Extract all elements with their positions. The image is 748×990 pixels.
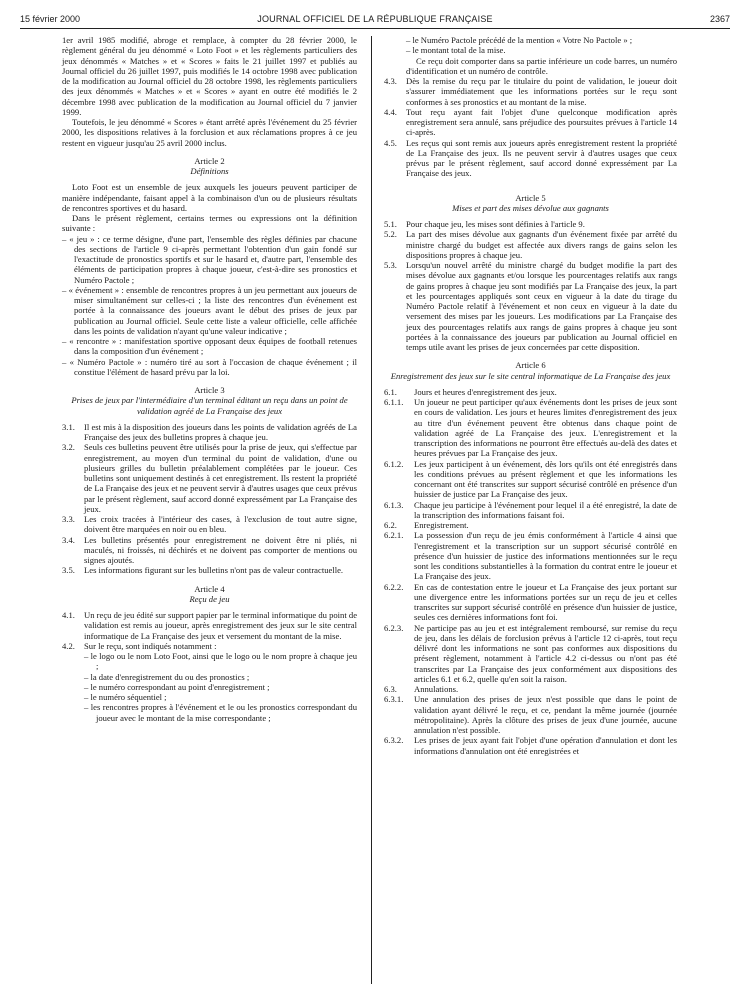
numbered-item: 5.2. La part des mises dévolue aux gagnants d'un événement fixée par arrêté du ministre chargé du budget est affectée aux divers rangs de gains selon les dispositions propres à chaque jeu.	[384, 229, 677, 260]
numbered-item: 6.2.3. Ne participe pas au jeu et est intégralement remboursé, sur remise du reçu de jeu, dans les délais de forclusion prévus à l'article 12 ci-après, tout reçu délivré dont les informations ne sont pas conformes aux dispositions du présent règlement, notamment à l'article 4.2 ci-dessus ou n'ont pas été transcrites par La Française des jeux conformément aux dispositions des articles 6.1 et 6.2, quelle qu'en soit la raison.	[384, 622, 677, 684]
numbered-item: 4.1. Un reçu de jeu édité sur support papier par le terminal informatique du point de validation est remis au joueur, après enregistrement des jeux sur le site central informatique de La Française des jeux et versement du montant de la mise.	[62, 610, 358, 641]
numbered-item: 4.5. Les reçus qui sont remis aux joueurs après enregistrement restent la propriété de La Française des jeux. Ils ne peuvent servir à d'autres usages que ceux prévus par le présent règlement, sauf accord donné expressément par La Française des jeux.	[384, 137, 677, 179]
definition-item: – « rencontre » : manifestation sportive opposant deux équipes de football retenues dans la composition d'un événement ;	[62, 336, 357, 357]
numbered-item: 3.2. Seuls ces bulletins peuvent être utilisés pour la prise de jeux, qui s'effectue par enregistrement, au moyen d'un terminal du point de validation, d'une ou plusieurs grilles du bulletin préalablement complétées par le joueur. Ces bulletins sont uniquement destinés à cet enregistrement. Ils restent la propriété de La Française des jeux et ne peuvent servir à d'autres usages que ceux prévus par le présent règlement, sauf accord donné expressément par La Française des jeux.	[62, 442, 357, 514]
intro-paragraph: 1er avril 1985 modifié, abroge et remplace, à compter du 28 février 2000, le règlement général du jeu dénommé « Loto Foot » et les règlements particuliers des jeux dénommés « Matches » et « Scores » faits le 21 juillet 1997 et publiés au Journal officiel du 26 juillet 1997, puis modifiés le 14 octobre 1998 avec publication de la modification au Journal officiel du 28 octobre 1998, les règlements particuliers des jeux dénommés « Matches » et « Scores » ayant en outre été modifiés le 2 décembre 1998 avec publication de la modification au Journal officiel du 7 janvier 1999.	[62, 35, 357, 117]
article-3-title: Article 3	[194, 385, 225, 395]
numbered-item: 4.2. Sur le reçu, sont indiqués notamment :	[62, 640, 217, 651]
receipt-contents-list-continued	[384, 35, 677, 76]
numbered-item: 3.4. Les bulletins présentés pour enregistrement ne doivent être ni pliés, ni maculés, ni froissés, ni déchirés et ne doivent pas comporter de mentions ou signes ajoutés.	[62, 534, 357, 565]
article-2-title: Article 2	[194, 155, 225, 166]
list-item: – le Numéro Pactole précédé de la mention « Votre No Pactole » ;	[406, 35, 633, 45]
page-header	[20, 14, 730, 26]
issue-date: 15 février 2000	[20, 14, 81, 24]
list-item: – le numéro correspondant au point d'enregistrement ;	[84, 681, 270, 692]
numbered-item: 6.2. Enregistrement.	[384, 520, 469, 530]
numbered-item: 5.1. Pour chaque jeu, les mises sont définies à l'article 9.	[384, 219, 585, 229]
article-6-subtitle: Enregistrement des jeux sur le site central informatique de La Française des jeux	[390, 370, 671, 381]
article-5-subtitle: Mises et part des mises dévolue aux gagnants	[452, 202, 609, 213]
numbered-item: 6.1.3. Chaque jeu participe à l'événement pour lequel il a été enregistré, la date de la transcription des informations faisant foi.	[384, 499, 677, 520]
numbered-item: 6.3. Annulations.	[384, 684, 459, 694]
list-item: – le numéro séquentiel ;	[84, 692, 167, 702]
list-item: – le logo ou le nom Loto Foot, ainsi que le logo ou le nom propre à chaque jeu ;	[84, 651, 357, 672]
article-2-paragraph: Dans le présent règlement, certains termes ou expressions ont la définition suivante :	[62, 213, 357, 234]
article-4-subtitle: Reçu de jeu	[189, 593, 230, 604]
definition-item: – « événement » : ensemble de rencontres propres à un jeu permettant aux joueurs de miser simultanément sur celles-ci ; la liste des rencontres d'un événement est portée à la connaissance des joueurs avant le début des prises de jeux par publication au Journal officiel. Seule cette liste a valeur officielle, celle affichée dans les points de validation n'ayant qu'une valeur indicative ;	[62, 284, 357, 336]
numbered-item: 3.5. Les informations figurant sur les bulletins n'ont pas de valeur contractuelle.	[62, 565, 344, 576]
numbered-item: 6.3.2. Les prises de jeux ayant fait l'objet d'une opération d'annulation et dont les informations d'annulation ont été enregistrées et	[384, 735, 677, 756]
article-3-subtitle: Prises de jeux par l'intermédiaire d'un terminal éditant un reçu dans un point de validation agréé de La Française des jeux	[71, 395, 348, 416]
article-4-title: Article 4	[194, 583, 225, 594]
receipt-note: Ce reçu doit comporter dans sa partie inférieure un code barres, un numéro d'identification et un numéro de contrôle.	[406, 55, 677, 76]
numbered-item: 6.3.1. Une annulation des prises de jeux n'est possible que dans le point de validation ayant délivré le reçu, et ce, pendant la même journée (journée métropolitaine). Après la clôture des prises de jeux d'une journée, aucune annulation n'est possible.	[384, 694, 677, 735]
numbered-item: 6.2.2. En cas de contestation entre le joueur et La Française des jeux portant sur une divergence entre les informations portées sur un reçu de jeu et celles transcrites sur support sécurisé contrôlé en présence d'un huissier de justice, seules ces dernières informations font foi.	[384, 581, 677, 623]
column-divider	[371, 36, 372, 984]
numbered-item: 3.3. Les croix tracées à l'intérieur des cases, à l'exclusion de tout autre signe, doivent être marquées en noir ou en bleu.	[62, 514, 357, 535]
numbered-item: 4.4. Tout reçu ayant fait l'objet d'une quelconque modification après enregistrement sera annulé, sans préjudice des poursuites prévues à l'article 14 ci-après.	[384, 106, 677, 138]
article-6-title: Article 6	[515, 360, 546, 371]
numbered-item: 5.3. Lorsqu'un nouvel arrêté du ministre chargé du budget modifie la part des mises dévolue aux gagnants et/ou lorsque les pourcentages relatifs aux rangs de gains propres à chaque jeu sont modifiés par La Française des jeux, la part et les pourcentages appliqués sont ceux en vigueur à la date du tirage du Numéro Pactole relatif à l'événement et non ceux en vigueur à la date du versement des mises par les joueurs. Les modifications par La Française des jeux des pourcentages relatifs aux rangs de gains propres à chaque jeu sont portées à la connaissance des joueurs par publication au Journal officiel en temps utile avant les prises de jeux concernées par cette disposition.	[384, 260, 677, 352]
article-2-subtitle: Définitions	[190, 166, 229, 176]
intro-paragraph-2: Toutefois, le jeu dénommé « Scores » étant arrêté après l'événement du 25 février 2000, les dispositions relatives à la forclusion et aux réclamations propres à ce jeu restent en vigueur jusqu'au 25 avril 2000 inclus.	[62, 117, 357, 148]
numbered-item: 6.1.2. Les jeux participent à un événement, dès lors qu'ils ont été enregistrés dans les conditions prévues au présent règlement et que les informations les concernant ont été transcrites sur support sécurisé contrôlé en présence d'un huissier de justice par La Française des jeux.	[384, 458, 677, 500]
list-item: – le montant total de la mise.	[406, 45, 506, 56]
numbered-item: 6.1. Jours et heures d'enregistrement des jeux.	[384, 386, 557, 397]
numbered-item: 3.1. Il est mis à la disposition des joueurs dans les points de validation agréés de La Française des jeux des bulletins propres à chaque jeu.	[62, 421, 357, 442]
article-5-title: Article 5	[515, 192, 546, 203]
numbered-item: 6.2.1. La possession d'un reçu de jeu émis conformément à l'article 4 ainsi que l'enregistrement et la transcription sur un support sécurisé contrôlé en présence d'un huissier de justice des informations mentionnées sur le reçu sont les conditions substantielles à la formation du contrat entre le joueur et La Française des jeux.	[384, 530, 677, 582]
list-item: – les rencontres propres à l'événement et le ou les pronostics correspondant du joueur avec le montant de la mise correspondante ;	[84, 702, 357, 723]
article-2-paragraph: Loto Foot est un ensemble de jeux auxquels les joueurs peuvent participer de manière indépendante, faisant appel à la combinaison d'un ou de plusieurs résultats de rencontres sportives et du hasard.	[62, 182, 357, 213]
page-number: 2367	[709, 14, 730, 24]
definition-item: – « Numéro Pactole » : numéro tiré au sort à l'occasion de chaque événement ; il constitue l'élément de hasard prévu par la loi.	[62, 356, 357, 377]
numbered-item: 4.3. Dès la remise du reçu par le titulaire du point de validation, le joueur doit s'assurer immédiatement que les informations portées sur le reçu sont conformes à ses pronostics et au montant de la mise.	[384, 76, 677, 107]
receipt-contents-list	[62, 651, 357, 723]
journal-title: JOURNAL OFFICIEL DE LA RÉPUBLIQUE FRANÇAISE	[257, 14, 493, 24]
right-column	[384, 35, 677, 756]
definition-item: – « jeu » : ce terme désigne, d'une part, l'ensemble des règles définies par chacune des sections de l'article 9 ci-après permettant l'obtention d'un gain fondé sur l'exactitude de pronostics sportifs et sur le hasard et, d'autre part, l'ensemble des éléments de participation propres à chaque joueur, c'est-à-dire ses pronostics et Numéro Pactole ;	[62, 233, 357, 285]
numbered-item: 6.1.1. Un joueur ne peut participer qu'aux événements dont les prises de jeux sont en cours de validation. Les jours et heures limites d'enregistrement des jeux au titre d'un événement peuvent être obtenus dans chaque point de validation agréé de La Française des jeux. L'enregistrement et la transcription des informations ne pourront être effectués au-delà des dates et heures prévues par La Française des jeux.	[384, 397, 677, 459]
header-rule	[20, 28, 730, 29]
left-column	[62, 35, 357, 723]
list-item: – la date d'enregistrement du ou des pronostics ;	[84, 671, 250, 682]
